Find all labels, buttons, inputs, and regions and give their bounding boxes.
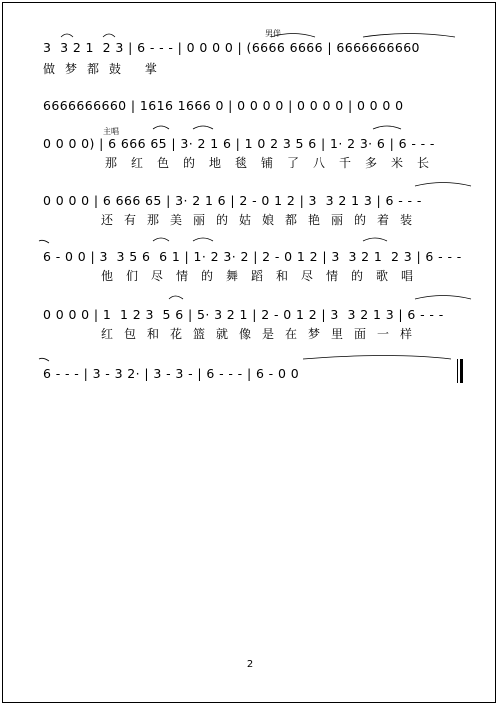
lyrics-line-1: 做梦都鼓 掌 xyxy=(43,62,167,76)
notation-line-4: 0 0 0 0 | 6 666 65 | 3· 2 1 6 | 2 - 0 1 2 | 3 3 2 1 3 | 6 - - - xyxy=(43,193,422,208)
final-barline-thin xyxy=(457,359,458,383)
notation-line-1: 3 3 2 1 2 3 | 6 - - - | 0 0 0 0 | (6666 6666 | 6666666660 xyxy=(43,40,420,55)
score-page xyxy=(2,2,496,703)
notation-line-2: 6666666660 | 1616 1666 0 | 0 0 0 0 | 0 0 0 0 | 0 0 0 0 xyxy=(43,98,404,113)
part-mark-male: 男伴 xyxy=(265,29,281,38)
part-mark-lead: 主唱 xyxy=(103,127,119,136)
final-barline-thick xyxy=(460,359,463,383)
lyrics-line-5: 他们尽情的舞蹈和尽情的歌唱 xyxy=(101,269,427,283)
notation-line-5: 6 - 0 0 | 3 3 5 6 6 1 | 1· 2 3· 2 | 2 - 0 1 2 | 3 3 2 1 2 3 | 6 - - - xyxy=(43,249,462,264)
notation-line-3: 0 0 0 0) | 6 666 65 | 3· 2 1 6 | 1 0 2 3 5 6 | 1· 2 3· 6 | 6 - - - xyxy=(43,136,435,151)
lyrics-line-6: 红包和花篮就像是在梦里面一样 xyxy=(101,327,424,341)
page-number: 2 xyxy=(246,659,254,670)
lyrics-line-3: 那红色的地毯铺了八千多米长 xyxy=(105,156,444,170)
lyrics-line-4: 还有那美丽的姑娘都艳丽的着装 xyxy=(101,213,424,227)
notation-line-6: 0 0 0 0 | 1 1 2 3 5 6 | 5· 3 2 1 | 2 - 0 1 2 | 3 3 2 1 3 | 6 - - - xyxy=(43,307,444,322)
notation-line-7: 6 - - - | 3 - 3 2· | 3 - 3 - | 6 - - - | 6 - 0 0 xyxy=(43,366,300,381)
